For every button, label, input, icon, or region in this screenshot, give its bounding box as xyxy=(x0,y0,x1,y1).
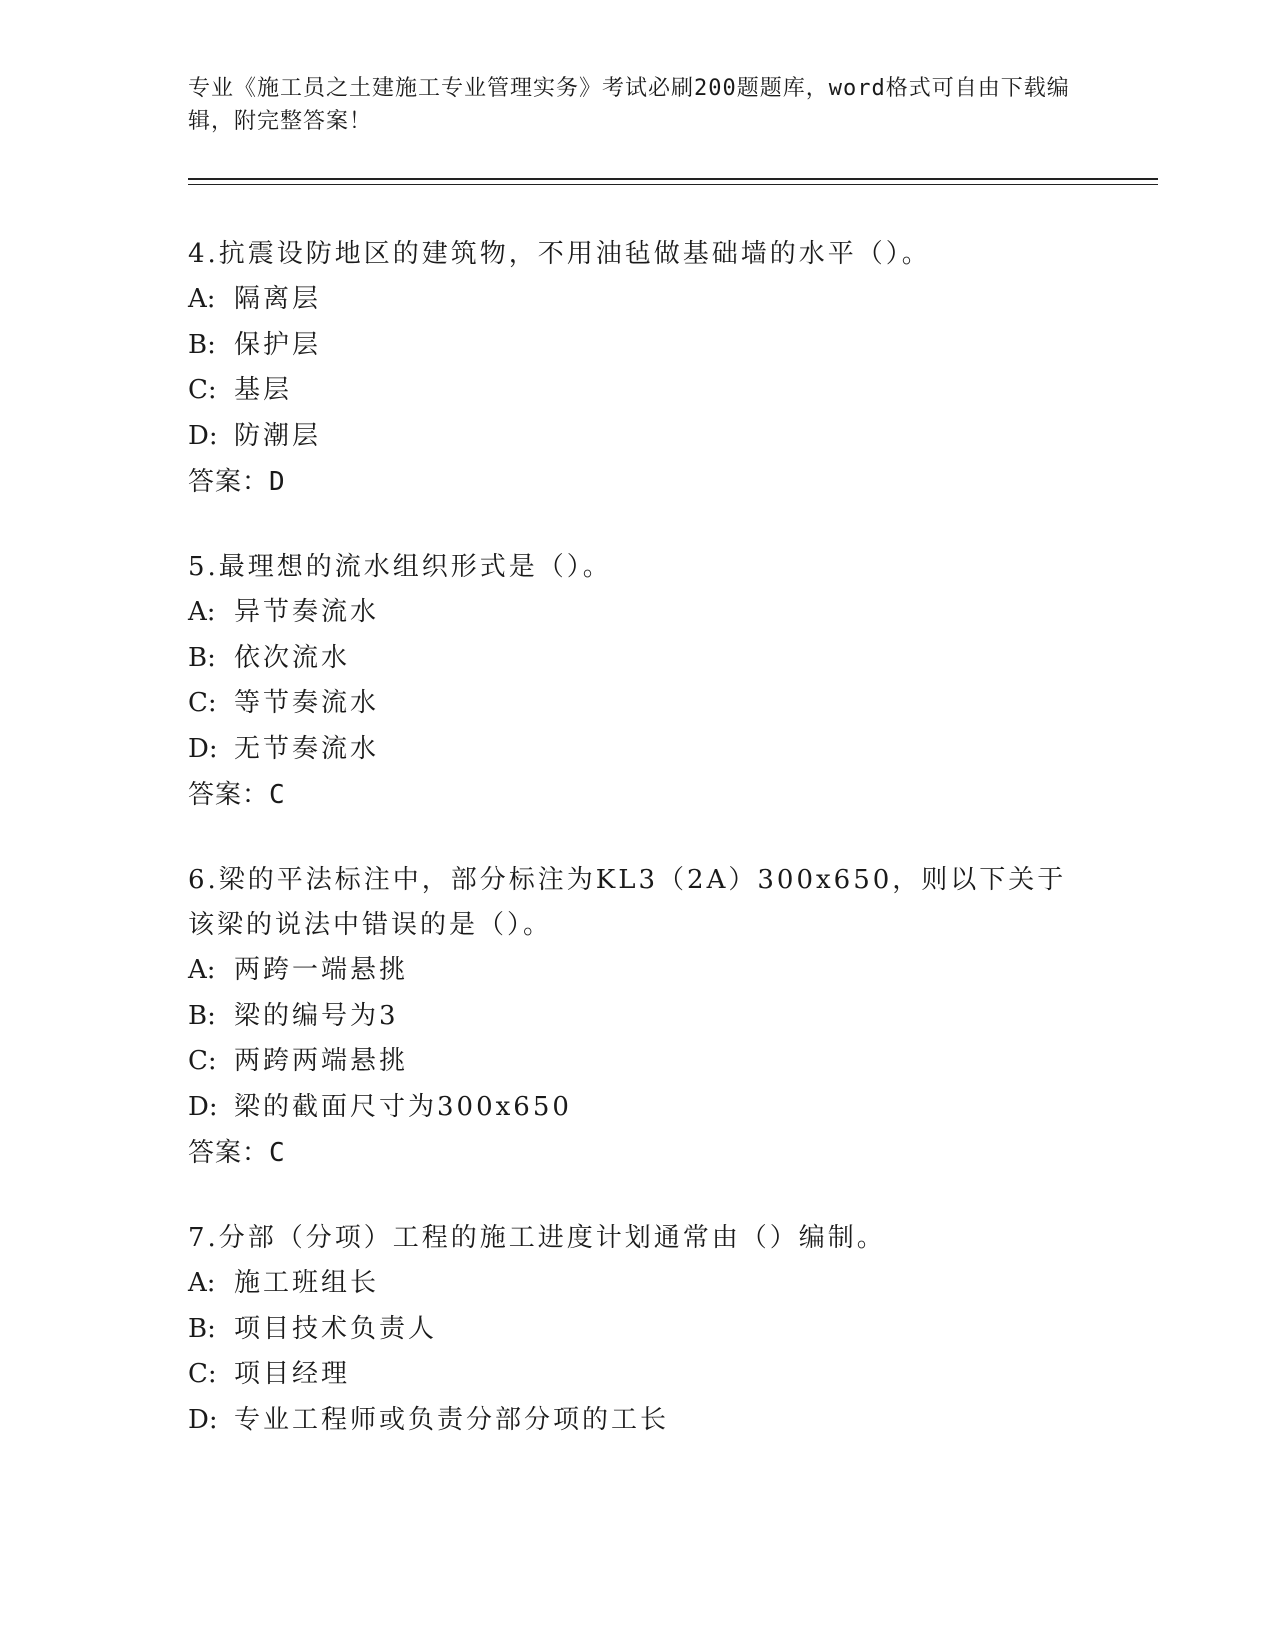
option-c xyxy=(188,1039,1088,1085)
option-d xyxy=(188,1085,1088,1131)
option-letter: A: xyxy=(188,955,216,985)
answer-line: 答案：C xyxy=(188,1138,286,1168)
option-b xyxy=(188,636,1088,682)
option-text: 梁的编号为3 xyxy=(234,1000,399,1031)
answer-line: 答案：C xyxy=(188,780,286,810)
option-text: 基层 xyxy=(234,375,293,405)
option-text: 依次流水 xyxy=(234,642,351,673)
option-letter: D: xyxy=(188,733,218,764)
question-7 xyxy=(188,1216,1088,1443)
option-letter: C: xyxy=(188,688,217,718)
option-letter: B: xyxy=(188,1313,216,1344)
option-letter: B: xyxy=(188,642,216,673)
option-text: 两跨两端悬挑 xyxy=(234,1046,409,1076)
question-stem: 5.最理想的流水组织形式是（）。 xyxy=(188,552,612,582)
question-5 xyxy=(188,545,1088,818)
option-a xyxy=(188,948,1088,994)
option-c xyxy=(188,681,1088,727)
option-text: 梁的截面尺寸为300x650 xyxy=(234,1091,572,1122)
option-a xyxy=(188,590,1088,636)
option-text: 防潮层 xyxy=(234,420,322,451)
option-a xyxy=(188,1261,1088,1307)
option-letter: C: xyxy=(188,375,217,405)
header-divider-thick xyxy=(188,178,1158,180)
option-letter: D: xyxy=(188,1091,218,1122)
option-text: 保护层 xyxy=(234,329,322,360)
option-d xyxy=(188,1398,1088,1444)
option-text: 施工班组长 xyxy=(234,1268,380,1298)
document-header: 专业《施工员之土建施工专业管理实务》考试必刷200题题库，word格式可自由下载编辑，附完整答案！ xyxy=(188,76,1070,134)
option-letter: A: xyxy=(188,1268,216,1298)
option-text: 无节奏流水 xyxy=(234,733,380,764)
option-letter: C: xyxy=(188,1046,217,1076)
question-6 xyxy=(188,858,1088,1176)
option-text: 隔离层 xyxy=(234,284,322,314)
question-stem: 6.梁的平法标注中，部分标注为KL3（2A）300x650，则以下关于该梁的说法中错误的是（）。 xyxy=(188,865,1067,940)
option-text: 项目技术负责人 xyxy=(234,1313,438,1344)
option-c xyxy=(188,368,1088,414)
option-b xyxy=(188,1307,1088,1353)
option-text: 两跨一端悬挑 xyxy=(234,955,409,985)
question-list xyxy=(188,232,1088,1483)
option-text: 项目经理 xyxy=(234,1359,351,1389)
option-letter: C: xyxy=(188,1359,217,1389)
option-text: 专业工程师或负责分部分项的工长 xyxy=(234,1404,670,1435)
option-letter: D: xyxy=(188,420,218,451)
option-letter: A: xyxy=(188,597,216,627)
header-divider-thin xyxy=(188,184,1158,185)
option-letter: A: xyxy=(188,284,216,314)
option-c xyxy=(188,1352,1088,1398)
option-a xyxy=(188,277,1088,323)
option-d xyxy=(188,414,1088,460)
option-letter: B: xyxy=(188,1000,216,1031)
option-letter: B: xyxy=(188,329,216,360)
option-d xyxy=(188,727,1088,773)
option-text: 异节奏流水 xyxy=(234,597,380,627)
option-text: 等节奏流水 xyxy=(234,688,380,718)
answer-line: 答案：D xyxy=(188,467,286,497)
option-b xyxy=(188,323,1088,369)
question-stem: 7.分部（分项）工程的施工进度计划通常由（）编制。 xyxy=(188,1223,886,1253)
question-stem: 4.抗震设防地区的建筑物，不用油毡做基础墙的水平（）。 xyxy=(188,239,931,269)
question-4 xyxy=(188,232,1088,505)
option-letter: D: xyxy=(188,1404,218,1435)
option-b xyxy=(188,994,1088,1040)
